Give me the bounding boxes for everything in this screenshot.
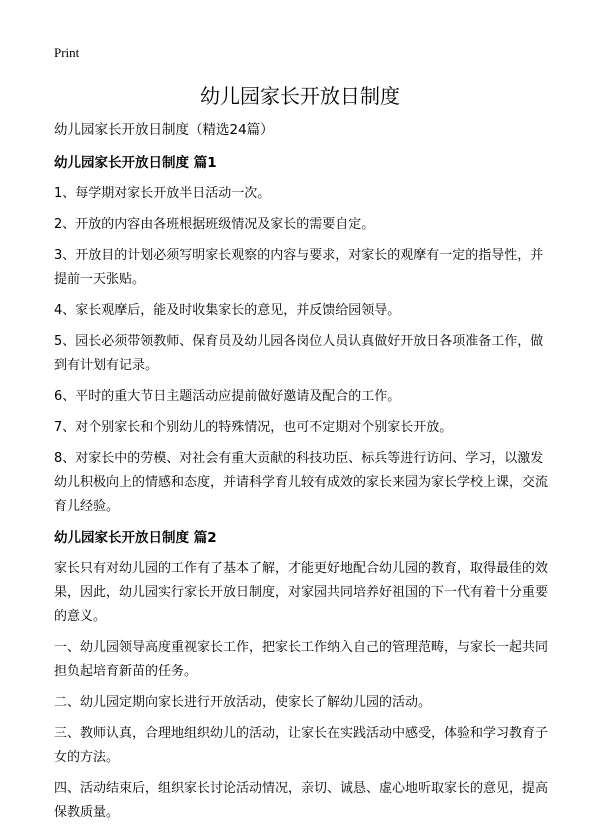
paragraph: 三、教师认真，合理地组织幼儿的活动，让家长在实践活动中感受，体验和学习教育子女的方法。 — [54, 726, 549, 765]
paragraph: 家长只有对幼儿园的工作有了基本了解，才能更好地配合幼儿园的教育，取得最佳的效果，因此，幼儿园实行家长开放日制度，对家园共同培养好祖国的下一代有着十分重要的意义。 — [54, 561, 549, 624]
paragraph: 4、家长观摩后，能及时收集家长的意见，并反馈给园领导。 — [54, 303, 401, 318]
document-subtitle: 幼儿园家长开放日制度（精选24篇） — [54, 122, 274, 138]
paragraph: 5、园长必须带领教师、保育员及幼儿园各岗位人员认真做好开放日各项准备工作，做到有计划有记录。 — [54, 334, 544, 373]
section-2 — [54, 526, 550, 825]
paragraph: 一、幼儿园领导高度重视家长工作，把家长工作纳入自己的管理范畴，与家长一起共同担负起培育新苗的任务。 — [54, 640, 549, 679]
print-label: Print — [54, 45, 80, 60]
paragraph: 四、活动结束后，组织家长讨论活动情况，亲切、诚恳、虚心地听取家长的意见，提高保教质量。 — [54, 781, 549, 820]
paragraph: 8、对家长中的劳模、对社会有重大贡献的科技功臣、标兵等进行访问、学习，以激发幼儿积极向上的情感和态度，并请科学育儿较有成效的家长来园为家长学校上课，交流育儿经验。 — [54, 451, 549, 514]
page-title: 幼儿园家长开放日制度 — [200, 84, 400, 108]
paragraph: 2、开放的内容由各班根据班级情况及家长的需要自定。 — [54, 217, 375, 232]
section-heading: 幼儿园家长开放日制度 篇2 — [54, 530, 217, 546]
paragraph: 6、平时的重大节日主题活动应提前做好邀请及配合的工作。 — [54, 389, 401, 404]
section-1 — [54, 151, 550, 519]
section-heading: 幼儿园家长开放日制度 篇1 — [54, 155, 217, 171]
paragraph: 3、开放目的计划必须写明家长观察的内容与要求，对家长的观摩有一定的指导性，并提前一天张贴。 — [54, 248, 544, 287]
paragraph: 二、幼儿园定期向家长进行开放活动，使家长了解幼儿园的活动。 — [54, 695, 432, 710]
paragraph: 1、每学期对家长开放半日活动一次。 — [54, 186, 271, 201]
paragraph: 7、对个别家长和个别幼儿的特殊情况，也可不定期对个别家长开放。 — [54, 420, 453, 435]
document-body — [54, 118, 550, 832]
